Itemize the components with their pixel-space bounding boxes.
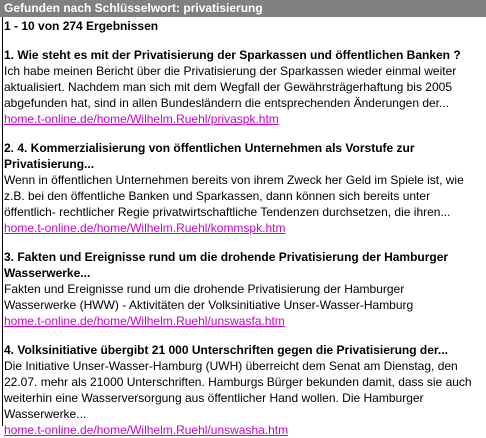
results-header: Gefunden nach Schlüsselwort: privatisierung (0, 0, 486, 17)
result-snippet-line: öffentlich- rechtlicher Regie privatwirtschaftliche Tendenzen durchsetzen, die ihren... (4, 205, 451, 219)
result-title-link[interactable] (4, 342, 486, 358)
result-title-line: 4. Volksinitiative übergibt 21 000 Unterschriften gegen die Privatisierung der... (4, 343, 448, 357)
result-item-3 (4, 249, 486, 329)
result-snippet-line: weiterhin eine Wasserversorgung aus öffentlicher Hand wollen. Die Hamburger (4, 391, 424, 405)
result-title-link[interactable] (4, 47, 486, 63)
results-count: 1 - 10 von 274 Ergebnissen (4, 19, 159, 33)
result-snippet-line: Wasserwerke (HWW) - Aktivitäten der Volksinitiative Unser-Wasser-Hamburg (4, 298, 414, 312)
result-snippet-line: 22.07. mehr als 21000 Unterschriften. Hamburgs Bürger bekunden damit, dass sie auch (4, 375, 472, 389)
results-content (4, 17, 486, 438)
result-title-line: 1. Wie steht es mit der Privatisierung der Sparkassen und öffentlichen Banken ? (4, 48, 461, 62)
result-snippet-line: z.B. bei den öffentliche Banken und Sparkassen, dann können sich bereits unter (4, 189, 431, 203)
left-border-rule (2, 17, 3, 426)
result-snippet-line: Wasserwerke... (4, 407, 87, 421)
result-title-link[interactable] (4, 249, 486, 281)
result-snippet-line: abgefunden hat, sind in allen Bundesländern die entsprechenden Änderungen der... (4, 96, 450, 110)
result-url-link[interactable]: home.t-online.de/home/Wilhelm.Ruehl/kommspk.htm (4, 221, 286, 235)
result-title-line: 2. 4. Kommerzialisierung von öffentlichen Unternehmen als Vorstufe zur (4, 141, 415, 155)
result-item-4 (4, 342, 486, 438)
result-snippet-line: Ich habe meinen Bericht über die Privatisierung der Sparkassen wieder einmal weiter (4, 64, 457, 78)
result-snippet-line: Fakten und Ereignisse rund um die drohende Privatisierung der Hamburger (4, 282, 405, 296)
result-title-link[interactable] (4, 140, 486, 172)
result-snippet-line: aktualisiert. Nachdem man sich mit dem Wegfall der Gewährsträgerhaftung bis 2005 (4, 80, 452, 94)
result-url-link[interactable]: home.t-online.de/home/Wilhelm.Ruehl/unswasha.htm (4, 423, 289, 437)
result-url-link[interactable]: home.t-online.de/home/Wilhelm.Ruehl/unswasfa.htm (4, 314, 285, 328)
result-url-link[interactable]: home.t-online.de/home/Wilhelm.Ruehl/privaspk.htm (4, 112, 279, 126)
result-item-2 (4, 140, 486, 236)
result-title-line: 3. Fakten und Ereignisse rund um die drohende Privatisierung der Hamburger (4, 250, 449, 264)
result-item-1 (4, 47, 486, 127)
result-title-line: Wasserwerke... (4, 266, 91, 280)
result-title-line: Privatisierung... (4, 157, 95, 171)
result-snippet-line: Wenn in öffentlichen Unternehmen bereits von ihrem Zweck her Geld im Spiele ist, wie (4, 173, 464, 187)
result-snippet-line: Die Initiative Unser-Wasser-Hamburg (UWH) überreicht dem Senat am Dienstag, den (4, 359, 458, 373)
